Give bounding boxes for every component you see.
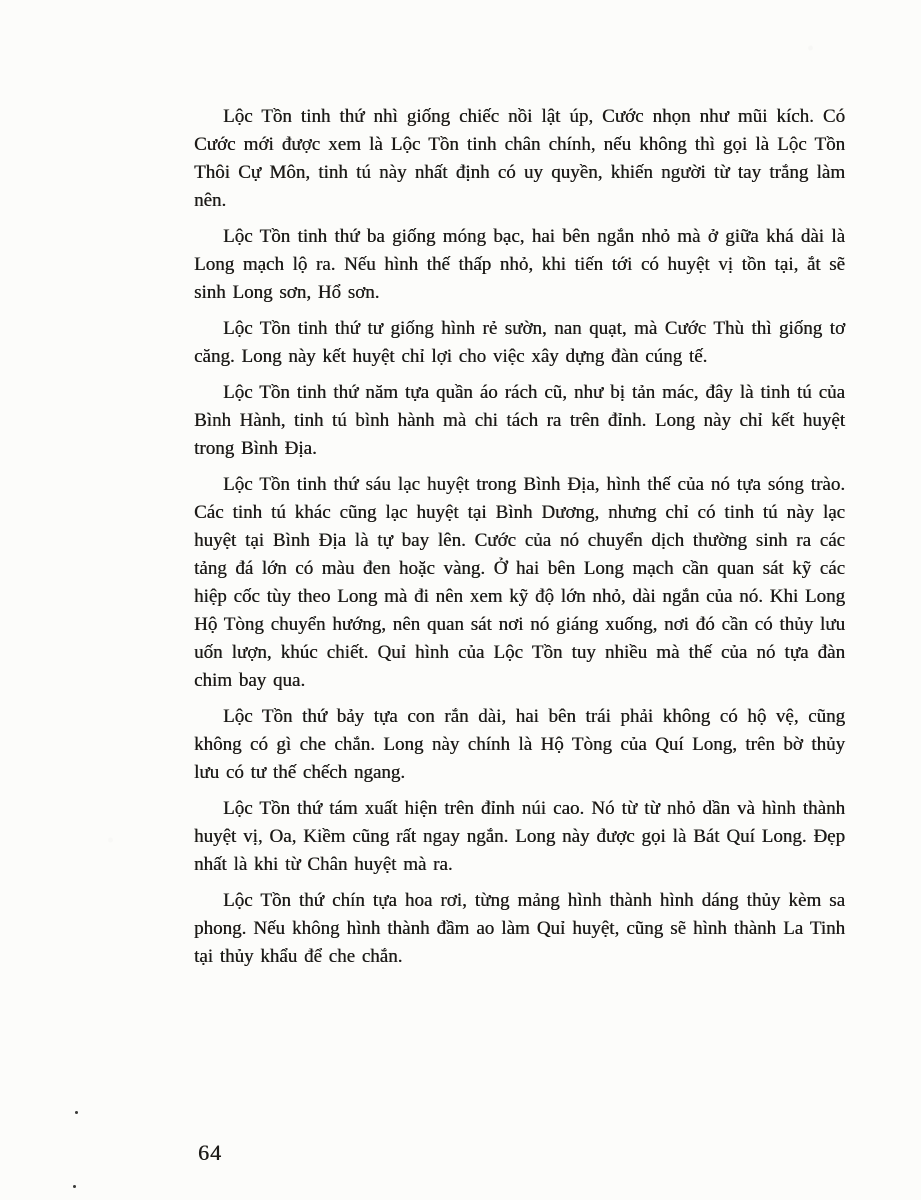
paragraph: Lộc Tồn tinh thứ sáu lạc huyệt trong Bình Địa, hình thế của nó tựa sóng trào. Các tinh tú khác cũng lạc huyệt tại Bình Dương, nhưng chỉ có tinh tú này lạc huyệt tại Bình Địa là tự bay lên. Cước của nó chuyển dịch thường sinh ra các tảng đá lớn có màu đen hoặc vàng. Ở hai bên Long mạch cần quan sát kỹ các hiệp cốc tùy theo Long mà đi nên xem kỹ độ lớn nhỏ, dài ngắn của nó. Khi Long Hộ Tòng chuyển hướng, nên quan sát nơi nó giáng xuống, nơi đó cần có thủy lưu uốn lượn, khúc chiết. Quỉ hình của Lộc Tồn tuy nhiều mà thế của nó tựa đàn chim bay qua. [194,474,845,691]
paragraph: Lộc Tồn thứ tám xuất hiện trên đỉnh núi cao. Nó từ từ nhỏ dần và hình thành huyệt vị, Oa, Kiềm cũng rất ngay ngắn. Long này được gọi là Bát Quí Long. Đẹp nhất là khi từ Chân huyệt mà ra. [194,798,845,875]
scan-speck [73,1185,76,1188]
page-number: 64 [198,1140,222,1165]
body-text [194,103,845,979]
scan-speck [75,1111,78,1114]
paragraph: Lộc Tồn thứ bảy tựa con rắn dài, hai bên trái phải không có hộ vệ, cũng không có gì che chắn. Long này chính là Hộ Tòng của Quí Long, trên bờ thủy lưu có tư thế chếch ngang. [194,706,845,783]
paragraph: Lộc Tồn tinh thứ tư giống hình rẻ sườn, nan quạt, mà Cước Thù thì giống tơ căng. Long này kết huyệt chỉ lợi cho việc xây dựng đàn cúng tế. [194,318,845,367]
paragraph: Lộc Tồn tinh thứ ba giống móng bạc, hai bên ngắn nhỏ mà ở giữa khá dài là Long mạch lộ ra. Nếu hình thế thấp nhỏ, khi tiến tới có huyệt vị tồn tại, ắt sẽ sinh Long sơn, Hổ sơn. [194,226,845,303]
paragraph: Lộc Tồn tinh thứ năm tựa quần áo rách cũ, như bị tản mác, đây là tinh tú của Bình Hành, tinh tú bình hành mà chi tách ra trên đỉnh. Long này chỉ kết huyệt trong Bình Địa. [194,382,845,459]
paragraph: Lộc Tồn tinh thứ nhì giống chiếc nồi lật úp, Cước nhọn như mũi kích. Có Cước mới được xem là Lộc Tồn tinh chân chính, nếu không thì gọi là Lộc Tồn Thôi Cự Môn, tinh tú này nhất định có uy quyền, khiến người từ tay trắng làm nên. [194,106,845,211]
paragraph: Lộc Tồn thứ chín tựa hoa rơi, từng mảng hình thành hình dáng thủy kèm sa phong. Nếu không hình thành đầm ao làm Quỉ huyệt, cũng sẽ hình thành La Tinh tại thủy khẩu để che chắn. [194,890,845,967]
